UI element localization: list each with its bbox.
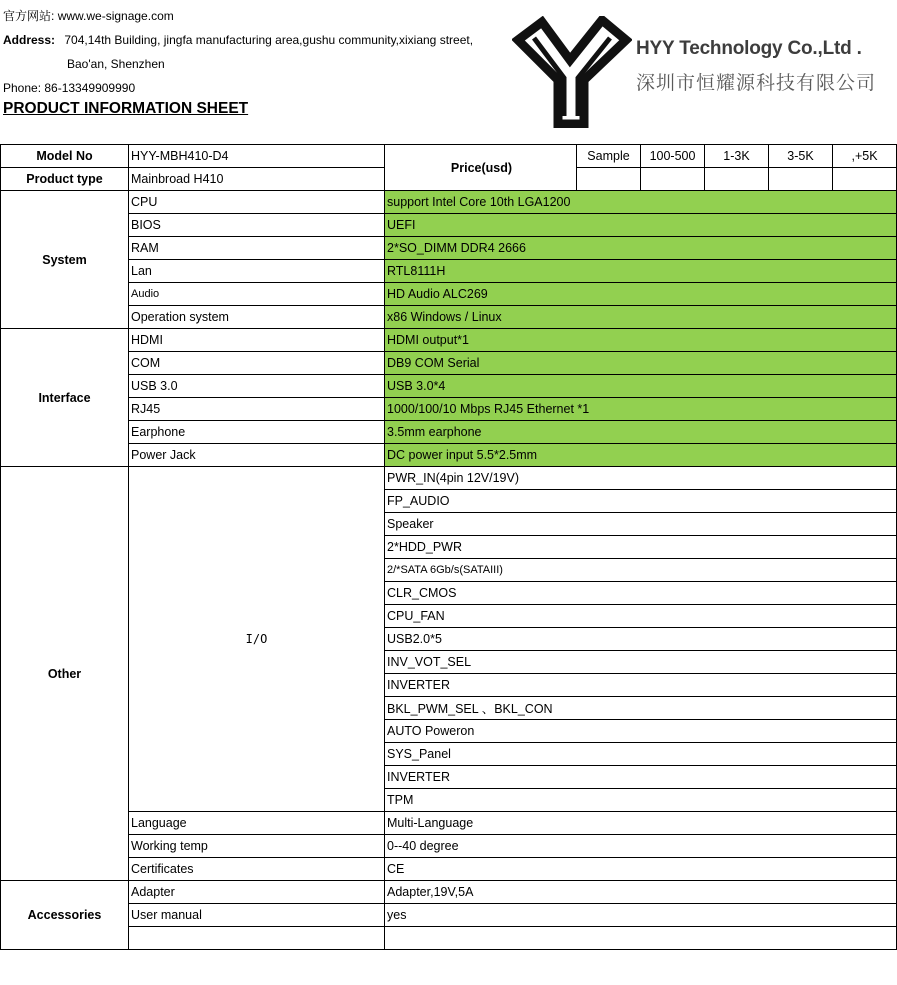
spec-name: Lan bbox=[129, 260, 385, 283]
address-line1: 704,14th Building, jingfa manufacturing area,gushu community,xixiang street, bbox=[64, 33, 474, 47]
io-item: Speaker bbox=[385, 513, 897, 536]
io-item: PWR_IN(4pin 12V/19V) bbox=[385, 467, 897, 490]
spec-name: Language bbox=[129, 812, 385, 835]
io-item: TPM bbox=[385, 789, 897, 812]
spec-value: Adapter,19V,5A bbox=[385, 881, 897, 904]
spec-name: Adapter bbox=[129, 881, 385, 904]
table-row bbox=[1, 237, 897, 260]
table-row bbox=[1, 421, 897, 444]
spec-value bbox=[385, 927, 897, 950]
io-item: SYS_Panel bbox=[385, 743, 897, 766]
spec-name: Certificates bbox=[129, 858, 385, 881]
table-row bbox=[1, 306, 897, 329]
spec-value: 1000/100/10 Mbps RJ45 Ethernet *1 bbox=[385, 398, 897, 421]
website-link[interactable]: www.we-signage.com bbox=[57, 9, 174, 23]
io-item: AUTO Poweron bbox=[385, 720, 897, 743]
table-row bbox=[1, 858, 897, 881]
section-label-interface: Interface bbox=[1, 329, 129, 467]
io-item: CPU_FAN bbox=[385, 605, 897, 628]
spec-value: support Intel Core 10th LGA1200 bbox=[385, 191, 897, 214]
spec-value: USB 3.0*4 bbox=[385, 375, 897, 398]
table-row bbox=[1, 329, 897, 352]
price-tier-100-500: 100-500 bbox=[641, 145, 705, 168]
spec-name: Working temp bbox=[129, 835, 385, 858]
company-name-cn: 深圳市恒耀源科技有限公司 bbox=[636, 73, 877, 94]
spec-value: CE bbox=[385, 858, 897, 881]
spec-name: RAM bbox=[129, 237, 385, 260]
spec-name: User manual bbox=[129, 904, 385, 927]
address-label: Address: bbox=[3, 33, 56, 47]
spec-name: Operation system bbox=[129, 306, 385, 329]
table-row bbox=[1, 904, 897, 927]
spec-name: HDMI bbox=[129, 329, 385, 352]
spec-value: RTL8111H bbox=[385, 260, 897, 283]
table-row bbox=[1, 352, 897, 375]
price-tier-5k-plus: ,+5K bbox=[833, 145, 897, 168]
table-row bbox=[1, 835, 897, 858]
address-line2: Bao'an, Shenzhen bbox=[67, 57, 165, 71]
io-item: INVERTER bbox=[385, 766, 897, 789]
io-item: USB2.0*5 bbox=[385, 628, 897, 651]
spec-value: DC power input 5.5*2.5mm bbox=[385, 444, 897, 467]
table-row bbox=[1, 283, 897, 306]
spec-name: Power Jack bbox=[129, 444, 385, 467]
table-row bbox=[1, 260, 897, 283]
table-row bbox=[1, 375, 897, 398]
spec-name: Earphone bbox=[129, 421, 385, 444]
section-label-other: Other bbox=[1, 467, 129, 881]
io-item: 2/*SATA 6Gb/s(SATAIII) bbox=[385, 559, 897, 582]
io-item: CLR_CMOS bbox=[385, 582, 897, 605]
io-item: FP_AUDIO bbox=[385, 490, 897, 513]
product-spec-table bbox=[0, 144, 897, 950]
spec-name: USB 3.0 bbox=[129, 375, 385, 398]
table-row bbox=[1, 145, 897, 168]
model-value: HYY-MBH410-D4 bbox=[129, 145, 385, 168]
table-row bbox=[1, 191, 897, 214]
io-item: BKL_PWM_SEL 、BKL_CON bbox=[385, 697, 897, 720]
spec-value: Multi-Language bbox=[385, 812, 897, 835]
spec-value: 3.5mm earphone bbox=[385, 421, 897, 444]
sheet-title: PRODUCT INFORMATION SHEET bbox=[3, 100, 249, 117]
spec-value: HDMI output*1 bbox=[385, 329, 897, 352]
io-label: I/O bbox=[129, 467, 385, 812]
product-type-value: Mainbroad H410 bbox=[129, 168, 385, 191]
price-tier-sample: Sample bbox=[577, 145, 641, 168]
spec-name: Audio bbox=[129, 283, 385, 306]
address-line bbox=[3, 32, 473, 48]
price-cell bbox=[833, 168, 897, 191]
table-row bbox=[1, 467, 897, 490]
company-logo-icon bbox=[512, 16, 632, 128]
spec-name bbox=[129, 927, 385, 950]
table-row bbox=[1, 444, 897, 467]
spec-value: x86 Windows / Linux bbox=[385, 306, 897, 329]
price-tier-1-3k: 1-3K bbox=[705, 145, 769, 168]
spec-value: yes bbox=[385, 904, 897, 927]
spec-name: CPU bbox=[129, 191, 385, 214]
website-label: 官方网站: bbox=[3, 9, 55, 23]
spec-value: UEFI bbox=[385, 214, 897, 237]
table-row bbox=[1, 812, 897, 835]
section-label-accessories: Accessories bbox=[1, 881, 129, 950]
company-name-en: HYY Technology Co.,Ltd . bbox=[636, 38, 862, 59]
spec-name: COM bbox=[129, 352, 385, 375]
price-cell bbox=[641, 168, 705, 191]
table-row bbox=[1, 398, 897, 421]
product-type-label: Product type bbox=[1, 168, 129, 191]
table-row bbox=[1, 881, 897, 904]
table-row bbox=[1, 927, 897, 950]
spec-value: HD Audio ALC269 bbox=[385, 283, 897, 306]
price-cell bbox=[769, 168, 833, 191]
table-row bbox=[1, 214, 897, 237]
price-tier-3-5k: 3-5K bbox=[769, 145, 833, 168]
price-cell bbox=[705, 168, 769, 191]
spec-value: 2*SO_DIMM DDR4 2666 bbox=[385, 237, 897, 260]
io-item: 2*HDD_PWR bbox=[385, 536, 897, 559]
price-cell bbox=[577, 168, 641, 191]
spec-name: RJ45 bbox=[129, 398, 385, 421]
spec-value: 0--40 degree bbox=[385, 835, 897, 858]
model-label: Model No bbox=[1, 145, 129, 168]
phone-line: Phone: 86-13349909990 bbox=[3, 81, 136, 95]
section-label-system: System bbox=[1, 191, 129, 329]
io-item: INVERTER bbox=[385, 674, 897, 697]
price-label: Price(usd) bbox=[385, 145, 577, 191]
website-line bbox=[3, 8, 174, 24]
io-item: INV_VOT_SEL bbox=[385, 651, 897, 674]
spec-name: BIOS bbox=[129, 214, 385, 237]
spec-value: DB9 COM Serial bbox=[385, 352, 897, 375]
